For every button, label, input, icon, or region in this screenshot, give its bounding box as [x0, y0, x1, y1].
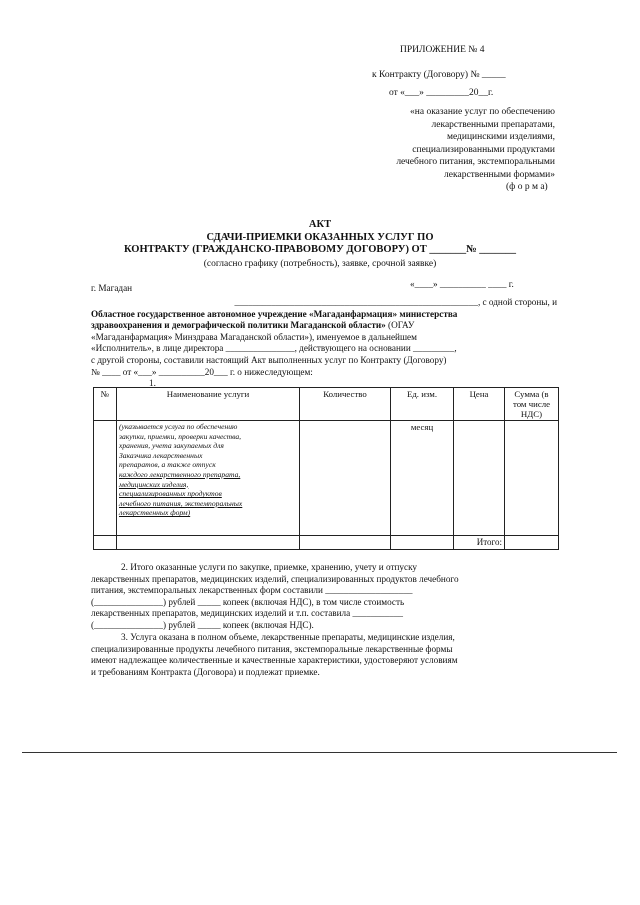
cell-quantity	[300, 421, 391, 536]
cell-sum	[505, 421, 559, 536]
table-total-row	[94, 536, 559, 550]
total-label: Итого:	[454, 536, 505, 550]
service-description-line: лечебного питания, экстемпоральных	[119, 498, 243, 508]
intro-line-7: № ____ от «___» __________20___ г. о нижеследующем:	[91, 366, 313, 377]
intro-paragraph	[91, 297, 557, 390]
intro-org-abbr: (ОГАУ	[385, 320, 415, 331]
item-number-1: 1.	[149, 378, 156, 389]
col-header-quantity: Количество	[300, 388, 391, 421]
service-description-line: специализированных продуктов	[119, 489, 222, 499]
page-divider	[22, 752, 617, 753]
para2-line: 2. Итого оказанные услуги по закупке, приемке, хранению, учету и отпуску	[121, 562, 417, 572]
para2-line: лекарственных препаратов, медицинских изделий, специализированных продуктов лечебного	[91, 573, 459, 584]
unit-value: месяц	[410, 422, 434, 432]
col-header-sum: Сумма (в том числе НДС)	[505, 388, 559, 421]
para3-line: специализированные продукты лечебного питания, экстемпоральные лекарственные формы	[91, 643, 453, 654]
total-cell-sum	[505, 536, 559, 550]
service-description-line: Заказчика лекарственных	[119, 450, 203, 460]
contract-date-line: от «___» _________20__г.	[389, 88, 494, 98]
purpose-line: медицинскими изделиями,	[446, 132, 555, 142]
act-subtitle: (согласно графику (потребность), заявке, срочной заявке)	[203, 259, 437, 269]
intro-line-3	[91, 320, 557, 332]
total-cell-service	[117, 536, 300, 550]
para2-line: (_______________) рублей _____ копеек (включая НДС), в том числе стоимость	[91, 596, 405, 607]
service-description-line: (указывается услуга по обеспечению	[119, 422, 238, 431]
services-table	[93, 387, 559, 550]
service-description-line: препаратов, а также отпуск	[119, 460, 216, 470]
para3-line: имеют надлежащее количественные и качественные характеристики, удостоверяют условиям	[91, 655, 458, 666]
paragraph-3	[91, 632, 559, 678]
intro-org-name: здравоохранения и демографической политики Магаданской области»	[91, 320, 386, 331]
para3-line: 3. Услуга оказана в полном объеме, лекарственные препараты, медицинские изделия,	[121, 632, 455, 642]
intro-line-6: с другой стороны, составили настоящий Акт выполненных услуг по Контракту (Договору)	[91, 354, 447, 365]
purpose-line: «на оказание услуг по обеспечению	[410, 107, 555, 117]
service-description	[119, 422, 297, 518]
cell-service	[117, 421, 300, 536]
intro-line-4: «Магаданфармация» Минздрава Магаданской области»), именуемое в дальнейшем	[91, 331, 417, 342]
cell-price	[454, 421, 505, 536]
table-header-row	[94, 388, 559, 421]
intro-line-5: «Исполнитель», в лице директора _______________, действующего на основании _________,	[91, 343, 457, 354]
cell-unit	[391, 421, 454, 536]
intro-line-2: Областное государственное автономное учреждение «Магаданфармация» министерства	[91, 308, 458, 319]
service-description-line: хранения, учета закупаемых для	[119, 441, 224, 451]
city: г. Магадан	[91, 283, 133, 293]
total-cell-number	[94, 536, 117, 550]
title-line-3: КОНТРАКТУ (ГРАЖДАНСКО-ПРАВОВОМУ ДОГОВОРУ) ОТ _______№ _______	[123, 244, 517, 255]
service-description-line: каждого лекарственного препарата,	[119, 469, 241, 479]
title-line-1: АКТ	[308, 219, 332, 230]
title-line-2: СДАЧИ-ПРИЕМКИ ОКАЗАННЫХ УСЛУГ ПО	[206, 231, 434, 243]
total-cell-quantity	[300, 536, 391, 550]
service-description-line: закупки, приемки, проверки качества,	[119, 431, 242, 441]
paragraph-2	[91, 562, 559, 632]
para2-line: лекарственных препаратов, медицинских изделий и т.п. составила ___________	[91, 608, 404, 619]
table-row	[94, 421, 559, 536]
para3-line: и требованиям Контракта (Договора) и подлежат приемке.	[91, 666, 320, 677]
purpose-line: лекарственными формами»	[444, 169, 555, 180]
appendix-title: ПРИЛОЖЕНИЕ № 4	[400, 45, 485, 55]
purpose-line: лечебного питания, экстемпоральными	[396, 157, 555, 167]
col-header-service: Наименование услуги	[117, 388, 300, 421]
para2-line: (_______________) рублей _____ копеек (включая НДС).	[91, 619, 314, 630]
cell-number	[94, 421, 117, 536]
col-header-price: Цена	[454, 388, 505, 421]
para2-line: питания, экстемпоральных лекарственных форм составили ___________________	[91, 585, 413, 596]
act-title	[60, 219, 580, 257]
act-date: «____» __________ ____ г.	[410, 279, 514, 289]
service-description-line: медицинских изделия,	[119, 479, 189, 489]
purpose-line: лекарственными препаратами,	[431, 119, 555, 130]
form-mark: (ф о р м а)	[506, 182, 548, 192]
contract-reference: к Контракту (Договору) № _____	[372, 70, 506, 80]
intro-line-1: _____________________________________________________, с одной стороны, и	[234, 297, 557, 307]
col-header-unit: Ед. изм.	[391, 388, 454, 421]
purpose-line: специализированными продуктами	[412, 144, 555, 155]
col-header-number: №	[94, 388, 117, 421]
service-description-line: лекарственных форм)	[119, 508, 191, 518]
total-cell-unit	[391, 536, 454, 550]
contract-purpose	[330, 106, 555, 181]
